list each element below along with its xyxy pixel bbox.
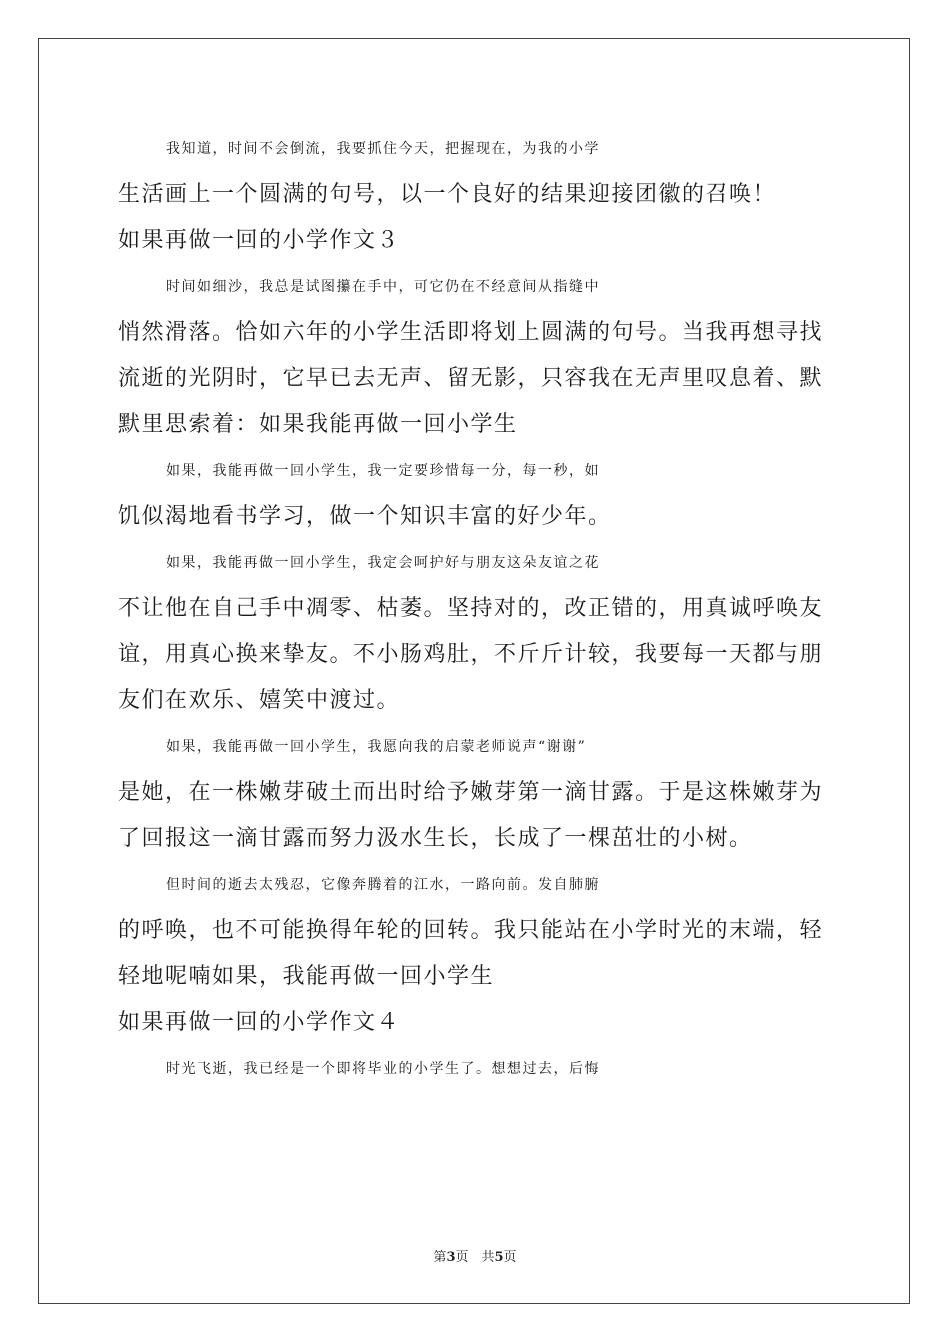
page-number-suffix: 页 xyxy=(503,1250,517,1265)
section-heading: 如果再做一回的小学作文４ xyxy=(118,1010,401,1035)
text-line: 不让他在自己手中凋零、枯萎。坚持对的，改正错的，用真诚呼唤友 xyxy=(118,596,824,621)
document-body xyxy=(118,126,832,1092)
text-line: 时间如细沙，我总是试图攥在手中，可它仍在不经意间从指缝中 xyxy=(166,279,600,295)
page-number-prefix: 第 xyxy=(433,1250,447,1265)
page-number-current: 3 xyxy=(446,1250,456,1265)
text-line: 如果，我能再做一回小学生，我定会呵护好与朋友这朵友谊之花 xyxy=(166,555,600,571)
page-footer xyxy=(0,1246,950,1265)
text-line: 轻地呢喃如果，我能再做一回小学生 xyxy=(118,964,495,989)
page-number-total: 5 xyxy=(494,1250,504,1265)
text-line: 流逝的光阴时，它早已去无声、留无影，只容我在无声里叹息着、默 xyxy=(118,366,824,391)
page-number-mid: 页 共 xyxy=(455,1250,495,1265)
section-heading: 如果再做一回的小学作文３ xyxy=(118,228,401,253)
text-line: 如果，我能再做一回小学生，我愿向我的启蒙老师说声“谢谢” xyxy=(166,739,587,755)
text-line: 谊，用真心换来挚友。不小肠鸡肚，不斤斤计较，我要每一天都与朋 xyxy=(118,642,824,667)
paragraph xyxy=(118,1046,832,1092)
paragraph xyxy=(118,540,832,724)
text-line: 默里思索着：如果我能再做一回小学生 xyxy=(118,412,518,437)
text-line: 的呼唤，也不可能换得年轮的回转。我只能站在小学时光的末端，轻 xyxy=(118,918,824,943)
text-line: 但时间的逝去太残忍，它像奔腾着的江水，一路向前。发自肺腑 xyxy=(166,877,600,893)
text-line: 了回报这一滴甘露而努力汲水生长，长成了一棵茁壮的小树。 xyxy=(118,826,753,851)
paragraph xyxy=(118,724,832,862)
paragraph xyxy=(118,126,832,218)
text-line: 如果，我能再做一回小学生，我一定要珍惜每一分，每一秒，如 xyxy=(166,463,600,479)
text-line: 生活画上一个圆满的句号，以一个良好的结果迎接团徽的召唤！ xyxy=(118,182,777,207)
text-line: 时光飞逝，我已经是一个即将毕业的小学生了。想想过去，后悔 xyxy=(166,1061,600,1077)
paragraph xyxy=(118,448,832,540)
text-line: 饥似渴地看书学习，做一个知识丰富的好少年。 xyxy=(118,504,612,529)
text-line: 我知道，时间不会倒流，我要抓住今天，把握现在，为我的小学 xyxy=(166,141,600,157)
paragraph xyxy=(118,862,832,1000)
paragraph xyxy=(118,264,832,448)
text-line: 是她，在一株嫩芽破土而出时给予嫩芽第一滴甘露。于是这株嫩芽为 xyxy=(118,780,824,805)
text-line: 悄然滑落。恰如六年的小学生活即将划上圆满的句号。当我再想寻找 xyxy=(118,320,824,345)
text-line: 友们在欢乐、嬉笑中渡过。 xyxy=(118,688,401,713)
